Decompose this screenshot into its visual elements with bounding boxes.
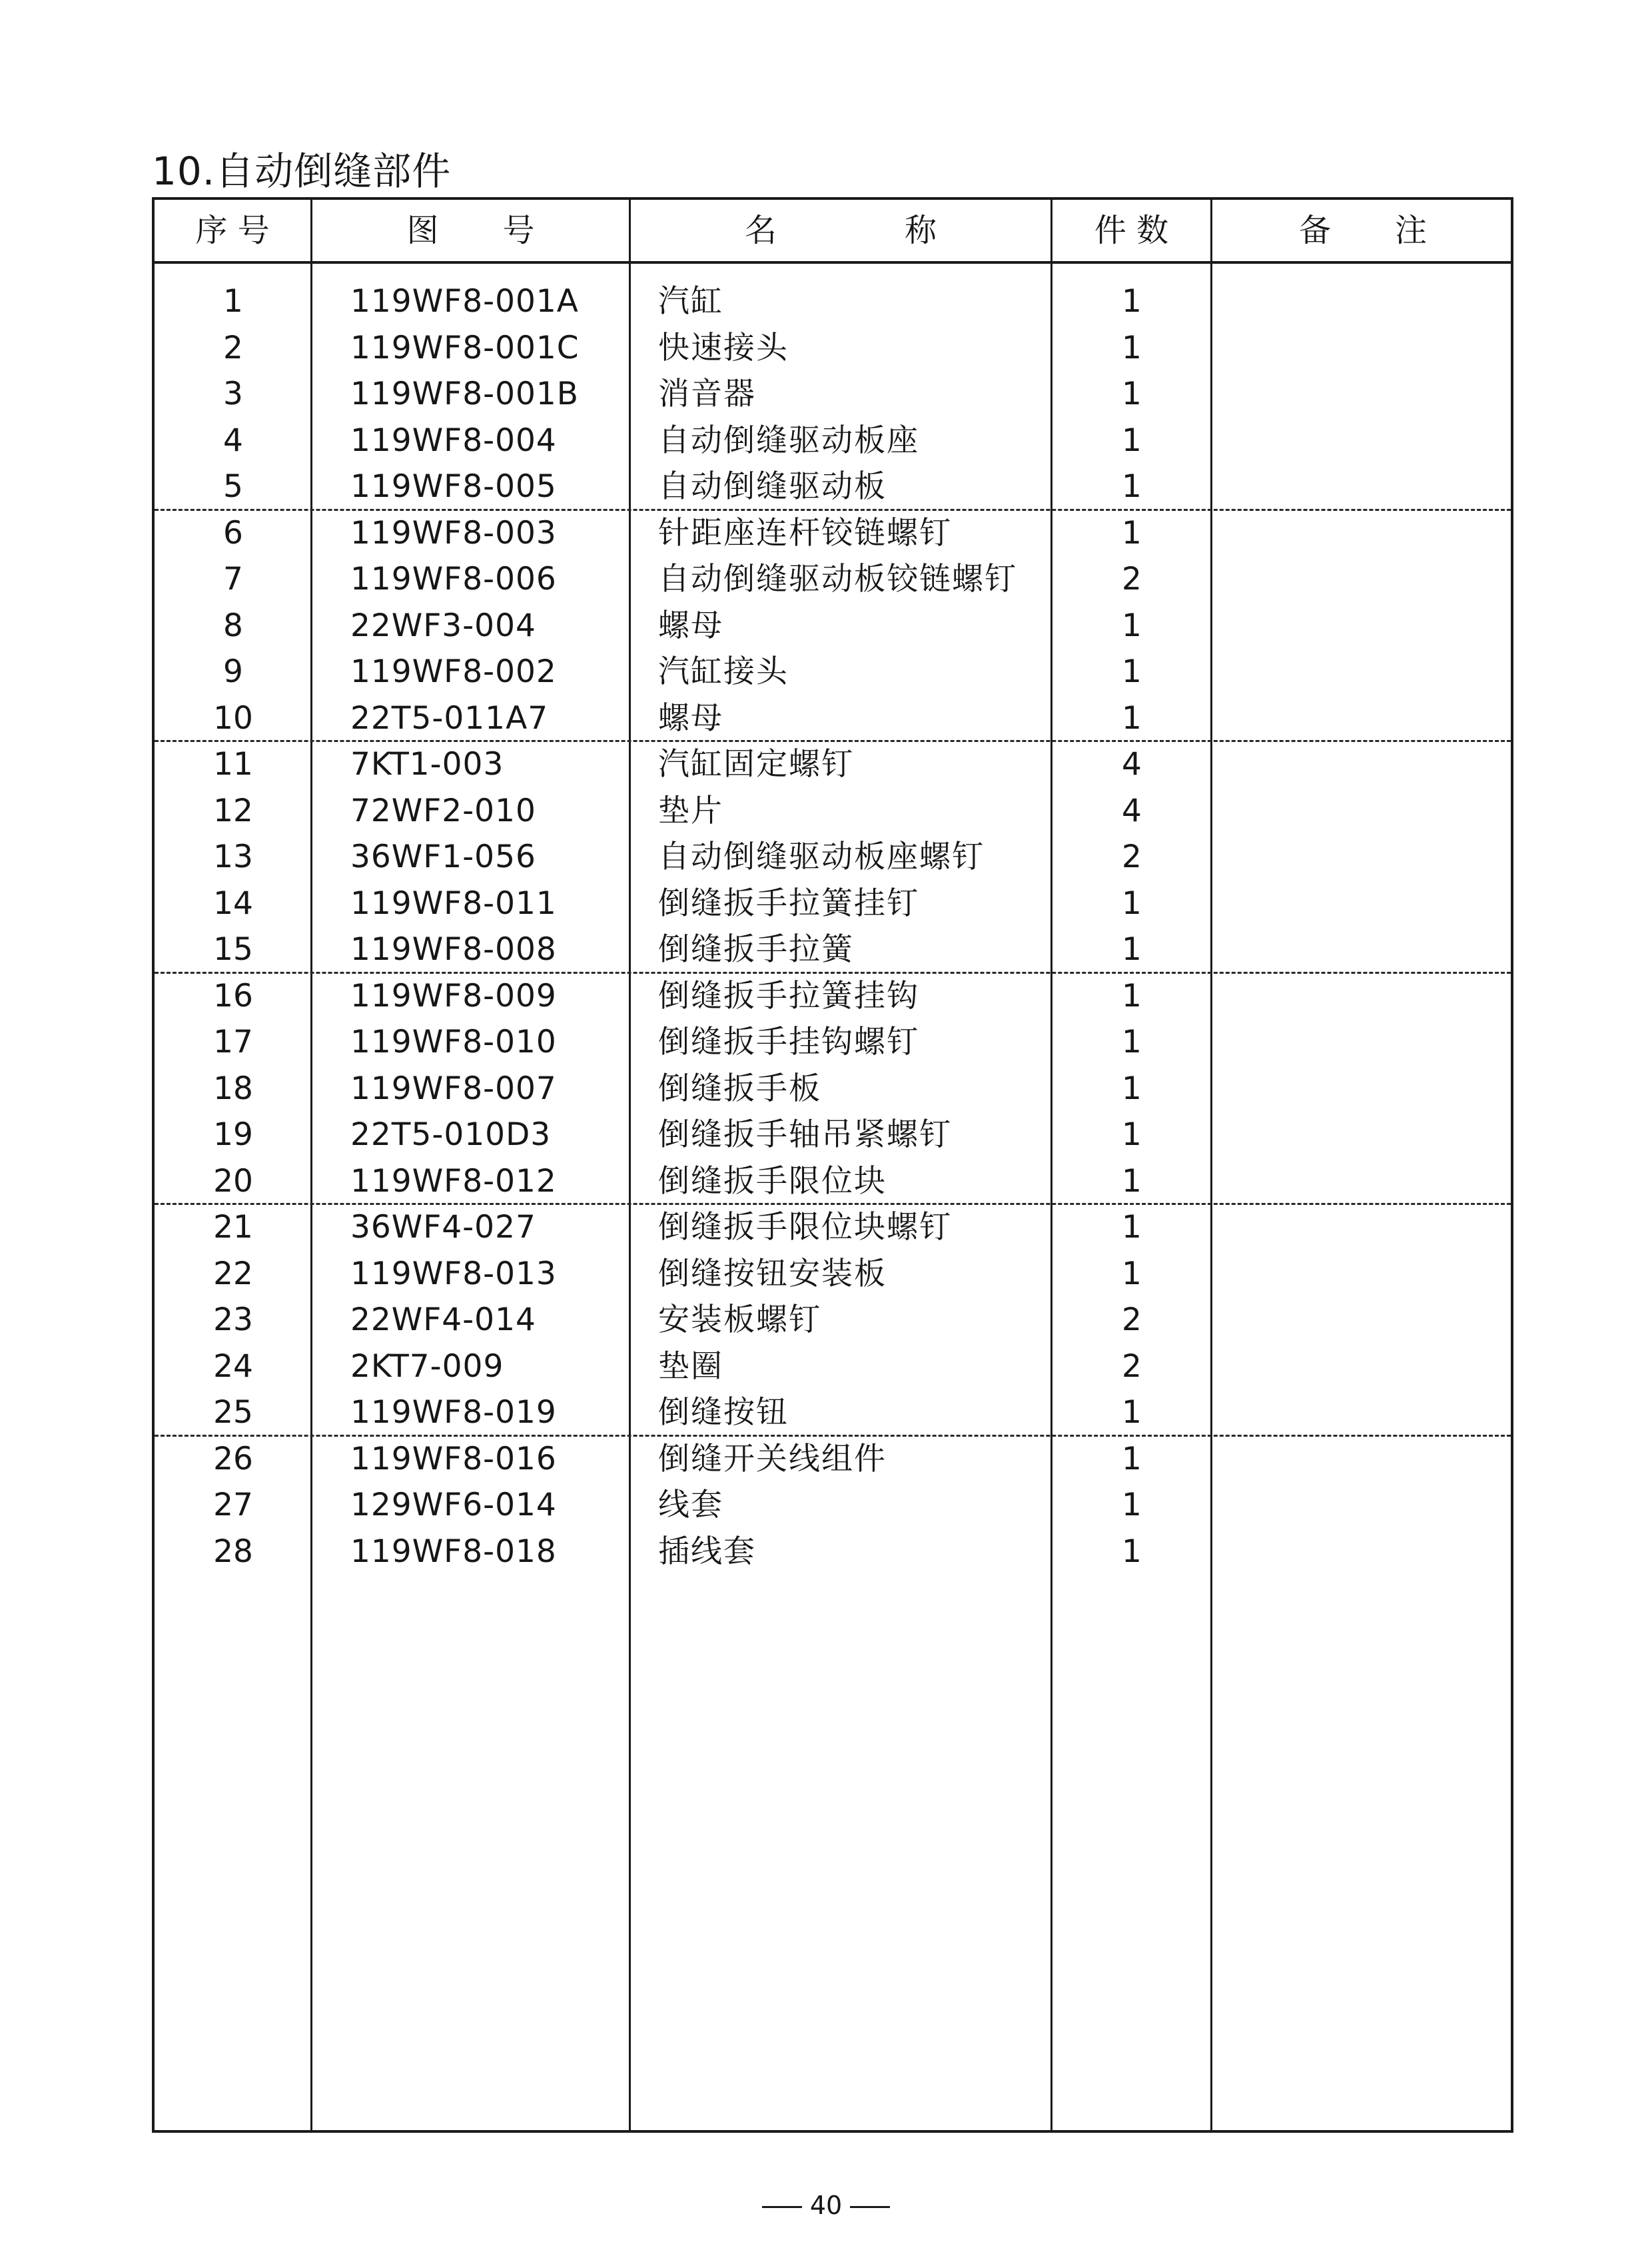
table-row — [155, 1019, 1511, 1066]
row-part-no: 119WF8-006 — [350, 561, 557, 597]
table-row — [155, 695, 1511, 742]
row-name: 垫片 — [658, 792, 723, 829]
row-name: 倒缝扳手限位块螺钉 — [658, 1209, 952, 1246]
row-name: 安装板螺钉 — [658, 1302, 821, 1338]
row-name: 快速接头 — [658, 329, 789, 366]
table-row — [155, 1066, 1511, 1112]
row-part-no: 36WF4-027 — [350, 1209, 536, 1246]
row-part-no: 119WF8-013 — [350, 1255, 557, 1292]
row-name: 自动倒缝驱动板座 — [658, 422, 919, 459]
row-qty: 1 — [1122, 422, 1142, 459]
row-remarks — [1212, 278, 1515, 325]
row-qty: 1 — [1122, 1440, 1142, 1477]
table-row — [155, 927, 1511, 973]
header-qty: 件 数 — [1094, 212, 1169, 249]
row-seq: 26 — [213, 1440, 253, 1477]
row-seq: 4 — [223, 422, 243, 459]
row-name: 倒缝按钮安装板 — [658, 1255, 887, 1292]
row-remarks — [1212, 1019, 1515, 1066]
parts-table — [152, 197, 1513, 2133]
row-name: 倒缝扳手轴吊紧螺钉 — [658, 1116, 952, 1153]
row-seq: 27 — [213, 1487, 253, 1523]
row-seq: 3 — [223, 376, 243, 412]
row-part-no: 119WF8-001B — [350, 376, 580, 412]
page-number-value: 40 — [809, 2191, 843, 2220]
row-remarks — [1212, 695, 1515, 742]
table-row — [155, 1204, 1511, 1251]
row-part-no: 22T5-011A7 — [350, 699, 549, 737]
row-seq: 7 — [223, 561, 243, 597]
table-row — [155, 1158, 1511, 1205]
row-part-no: 119WF8-008 — [350, 931, 557, 968]
table-row — [155, 881, 1511, 927]
row-name: 汽缸固定螺钉 — [658, 746, 854, 783]
table-header — [155, 200, 1511, 264]
row-name: 倒缝扳手挂钩螺钉 — [658, 1024, 919, 1060]
table-row — [155, 278, 1511, 325]
table-row — [155, 1436, 1511, 1483]
table-row — [155, 788, 1511, 835]
row-part-no: 119WF8-019 — [350, 1394, 557, 1431]
header-part-no: 图 号 — [406, 212, 535, 249]
row-name: 自动倒缝驱动板 — [658, 468, 887, 505]
table-row — [155, 510, 1511, 557]
table-row — [155, 1112, 1511, 1158]
row-part-no: 72WF2-010 — [350, 792, 536, 829]
row-remarks — [1212, 510, 1515, 557]
row-qty: 1 — [1122, 514, 1142, 552]
row-seq: 16 — [213, 977, 253, 1014]
row-name: 自动倒缝驱动板铰链螺钉 — [658, 561, 1017, 597]
row-part-no: 7KT1-003 — [350, 746, 504, 783]
row-qty: 1 — [1122, 653, 1142, 690]
row-part-no: 22T5-010D3 — [350, 1116, 552, 1153]
row-seq: 2 — [223, 329, 243, 366]
row-seq: 6 — [223, 514, 243, 552]
row-name: 倒缝开关线组件 — [658, 1440, 887, 1477]
row-part-no: 119WF8-004 — [350, 422, 557, 459]
table-row — [155, 371, 1511, 418]
row-qty: 1 — [1122, 977, 1142, 1014]
page-number — [0, 2189, 1652, 2222]
table-row — [155, 418, 1511, 464]
row-remarks — [1212, 881, 1515, 927]
row-remarks — [1212, 1482, 1515, 1529]
row-seq: 14 — [213, 885, 253, 922]
row-seq: 20 — [213, 1162, 253, 1200]
row-name: 倒缝扳手限位块 — [658, 1162, 887, 1200]
row-remarks — [1212, 649, 1515, 695]
row-seq: 18 — [213, 1070, 253, 1107]
row-remarks — [1212, 325, 1515, 372]
row-part-no: 119WF8-011 — [350, 885, 557, 922]
row-remarks — [1212, 1251, 1515, 1298]
row-qty: 2 — [1122, 1302, 1142, 1338]
row-qty: 1 — [1122, 1162, 1142, 1200]
row-qty: 1 — [1122, 931, 1142, 968]
table-row — [155, 834, 1511, 881]
row-qty: 1 — [1122, 1255, 1142, 1292]
row-qty: 1 — [1122, 1024, 1142, 1060]
row-remarks — [1212, 603, 1515, 649]
row-qty: 1 — [1122, 1116, 1142, 1153]
row-qty: 1 — [1122, 1070, 1142, 1107]
row-remarks — [1212, 973, 1515, 1020]
header-seq: 序 号 — [195, 212, 270, 249]
row-part-no: 119WF8-001C — [350, 329, 580, 366]
table-row — [155, 1251, 1511, 1298]
table-row — [155, 741, 1511, 788]
row-remarks — [1212, 371, 1515, 418]
row-part-no: 119WF8-005 — [350, 468, 557, 505]
row-seq: 23 — [213, 1302, 253, 1338]
row-qty: 1 — [1122, 283, 1142, 320]
row-seq: 8 — [223, 607, 243, 644]
row-seq: 25 — [213, 1394, 253, 1431]
row-seq: 1 — [223, 283, 243, 320]
row-name: 针距座连杆铰链螺钉 — [658, 514, 952, 552]
table-row — [155, 464, 1511, 510]
row-qty: 1 — [1122, 699, 1142, 737]
row-qty: 1 — [1122, 329, 1142, 366]
row-name: 自动倒缝驱动板座螺钉 — [658, 839, 985, 875]
row-qty: 1 — [1122, 607, 1142, 644]
table-row — [155, 556, 1511, 603]
row-name: 汽缸接头 — [658, 653, 789, 690]
row-qty: 4 — [1122, 746, 1142, 783]
row-remarks — [1212, 1297, 1515, 1343]
row-seq: 13 — [213, 839, 253, 875]
table-row — [155, 649, 1511, 695]
row-qty: 1 — [1122, 885, 1142, 922]
row-remarks — [1212, 556, 1515, 603]
row-seq: 21 — [213, 1209, 253, 1246]
row-seq: 12 — [213, 792, 253, 829]
row-name: 倒缝扳手拉簧挂钉 — [658, 885, 919, 922]
row-qty: 2 — [1122, 839, 1142, 875]
row-remarks — [1212, 1158, 1515, 1205]
table-row — [155, 1389, 1511, 1436]
row-qty: 1 — [1122, 1209, 1142, 1246]
table-row — [155, 1482, 1511, 1529]
row-seq: 15 — [213, 931, 253, 968]
row-part-no: 22WF3-004 — [350, 607, 536, 644]
table-row — [155, 1297, 1511, 1343]
row-remarks — [1212, 1436, 1515, 1483]
row-part-no: 119WF8-010 — [350, 1024, 557, 1060]
row-name: 螺母 — [658, 699, 723, 737]
header-name: 名 称 — [744, 212, 937, 249]
row-qty: 1 — [1122, 1394, 1142, 1431]
row-part-no: 36WF1-056 — [350, 839, 536, 875]
table-row — [155, 1529, 1511, 1575]
row-part-no: 119WF8-018 — [350, 1533, 557, 1570]
row-remarks — [1212, 1204, 1515, 1251]
row-name: 汽缸 — [658, 283, 723, 320]
row-name: 倒缝扳手拉簧 — [658, 931, 854, 968]
row-remarks — [1212, 788, 1515, 835]
row-name: 垫圈 — [658, 1347, 723, 1385]
row-name: 螺母 — [658, 607, 723, 644]
table-row — [155, 603, 1511, 649]
row-seq: 17 — [213, 1024, 253, 1060]
row-qty: 1 — [1122, 468, 1142, 505]
row-qty: 4 — [1122, 792, 1142, 829]
row-name: 消音器 — [658, 376, 756, 412]
row-name: 倒缝按钮 — [658, 1394, 789, 1431]
row-seq: 22 — [213, 1255, 253, 1292]
row-remarks — [1212, 1343, 1515, 1390]
row-qty: 1 — [1122, 1533, 1142, 1570]
page-number-dash — [762, 2206, 802, 2208]
row-seq: 11 — [213, 746, 253, 783]
row-part-no: 119WF8-007 — [350, 1070, 557, 1107]
row-seq: 19 — [213, 1116, 253, 1153]
row-part-no: 129WF6-014 — [350, 1487, 557, 1523]
row-name: 线套 — [658, 1487, 723, 1523]
row-remarks — [1212, 741, 1515, 788]
row-remarks — [1212, 464, 1515, 510]
row-part-no: 119WF8-009 — [350, 977, 557, 1014]
row-remarks — [1212, 834, 1515, 881]
header-remarks: 备 注 — [1298, 212, 1427, 249]
page-number-dash — [850, 2206, 890, 2208]
row-part-no: 119WF8-001A — [350, 283, 579, 320]
row-seq: 28 — [213, 1533, 253, 1570]
row-seq: 9 — [223, 653, 243, 690]
row-qty: 1 — [1122, 1487, 1142, 1523]
row-name: 倒缝扳手拉簧挂钩 — [658, 977, 919, 1014]
row-name: 插线套 — [658, 1533, 756, 1570]
row-remarks — [1212, 1389, 1515, 1436]
row-remarks — [1212, 1112, 1515, 1158]
row-part-no: 119WF8-003 — [350, 514, 557, 552]
row-seq: 5 — [223, 468, 243, 505]
row-qty: 1 — [1122, 376, 1142, 412]
row-remarks — [1212, 1529, 1515, 1575]
row-part-no: 22WF4-014 — [350, 1302, 536, 1338]
row-part-no: 119WF8-002 — [350, 653, 557, 690]
row-name: 倒缝扳手板 — [658, 1070, 821, 1107]
row-qty: 2 — [1122, 1347, 1142, 1385]
row-part-no: 119WF8-012 — [350, 1162, 557, 1200]
row-remarks — [1212, 418, 1515, 464]
row-part-no: 2KT7-009 — [350, 1347, 504, 1385]
table-row — [155, 973, 1511, 1020]
row-part-no: 119WF8-016 — [350, 1440, 557, 1477]
row-seq: 10 — [213, 699, 253, 737]
row-qty: 2 — [1122, 561, 1142, 597]
table-row — [155, 1343, 1511, 1390]
page-title: 10.自动倒缝部件 — [152, 149, 452, 194]
table-row — [155, 325, 1511, 372]
row-seq: 24 — [213, 1347, 253, 1385]
row-remarks — [1212, 927, 1515, 973]
row-remarks — [1212, 1066, 1515, 1112]
